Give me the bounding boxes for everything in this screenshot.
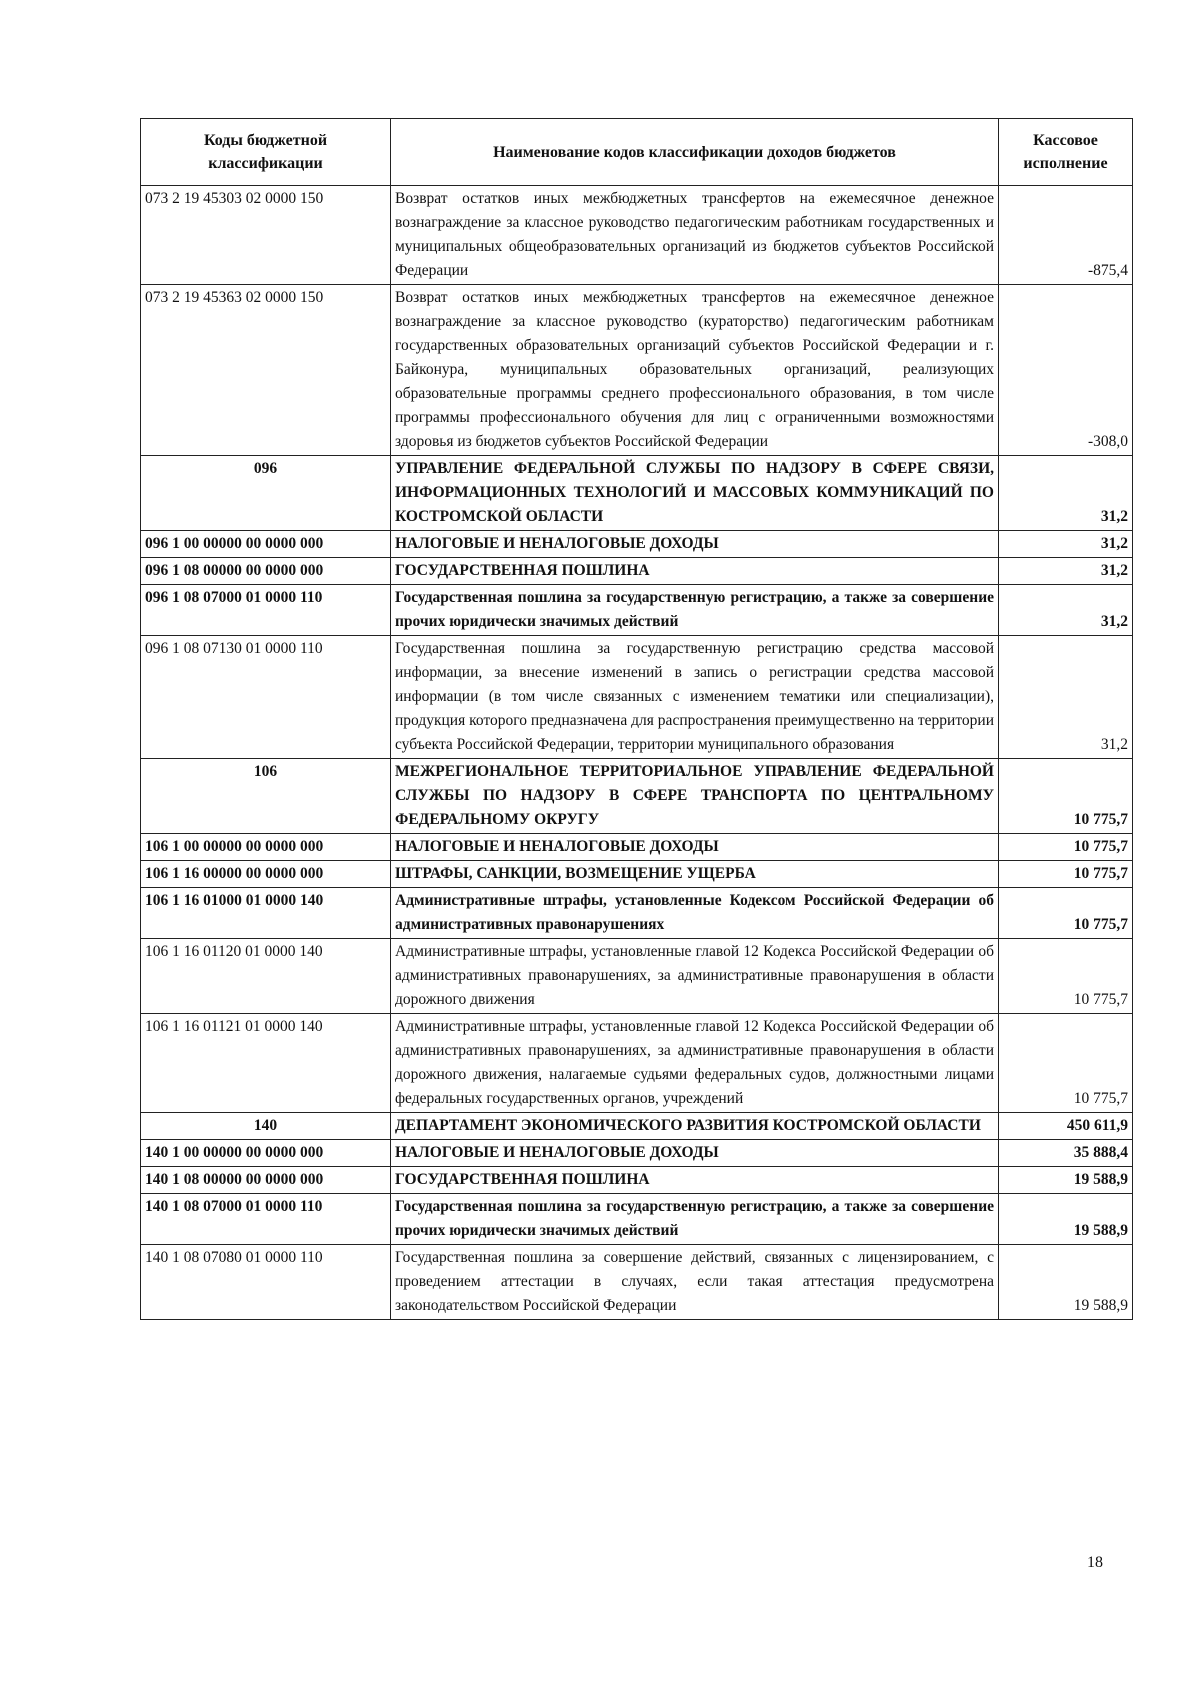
revenue-table (140, 118, 1133, 1320)
agency-row (141, 759, 1133, 834)
row-amount: 19 588,9 (999, 1194, 1133, 1245)
row-code: 140 1 00 00000 00 0000 000 (141, 1140, 391, 1167)
table-row (141, 186, 1133, 285)
row-amount: 31,2 (999, 558, 1133, 585)
row-name: Возврат остатков иных межбюджетных трансфертов на ежемесячное денежное вознаграждение за классное руководство (кураторство) педагогическим работникам государственных образовательных организаций субъектов Российской Федерации и г. Байконура, муниципальных образовательных организаций, реализующих образовательные программы среднего профессионального образования, в том числе программы профессионального обучения для лиц с ограниченными возможностями здоровья из бюджетов субъектов Российской Федерации (391, 285, 999, 456)
table-row (141, 888, 1133, 939)
row-name: Административные штрафы, установленные главой 12 Кодекса Российской Федерации об административных правонарушениях, за административные правонарушения в области дорожного движения (391, 939, 999, 1014)
row-amount: 10 775,7 (999, 939, 1133, 1014)
row-name: ШТРАФЫ, САНКЦИИ, ВОЗМЕЩЕНИЕ УЩЕРБА (391, 861, 999, 888)
table-row (141, 1167, 1133, 1194)
row-amount: 10 775,7 (999, 834, 1133, 861)
page-number: 18 (1087, 1554, 1103, 1571)
row-amount: 35 888,4 (999, 1140, 1133, 1167)
table-row (141, 585, 1133, 636)
table-row (141, 1245, 1133, 1320)
row-name: Государственная пошлина за государственную регистрацию, а также за совершение прочих юридически значимых действий (391, 1194, 999, 1245)
row-amount: 10 775,7 (999, 861, 1133, 888)
table-row (141, 861, 1133, 888)
row-code: 106 1 16 01120 01 0000 140 (141, 939, 391, 1014)
row-code: 106 1 00 00000 00 0000 000 (141, 834, 391, 861)
row-amount: 31,2 (999, 636, 1133, 759)
row-code: 073 2 19 45363 02 0000 150 (141, 285, 391, 456)
agency-amount: 31,2 (999, 456, 1133, 531)
row-name: Возврат остатков иных межбюджетных трансфертов на ежемесячное денежное вознаграждение за классное руководство педагогическим работникам государственных и муниципальных общеобразовательных организаций из бюджетов субъектов Российской Федерации (391, 186, 999, 285)
row-name: Государственная пошлина за государственную регистрацию средства массовой информации, за внесение изменений в запись о регистрации средства массовой информации (в том числе связанных с изменением тематики или специализации), продукция которого предназначена для распространения преимущественно на территории субъекта Российской Федерации, территории муниципального образования (391, 636, 999, 759)
agency-name: УПРАВЛЕНИЕ ФЕДЕРАЛЬНОЙ СЛУЖБЫ ПО НАДЗОРУ В СФЕРЕ СВЯЗИ, ИНФОРМАЦИОННЫХ ТЕХНОЛОГИЙ И МАССОВЫХ КОММУНИКАЦИЙ ПО КОСТРОМСКОЙ ОБЛАСТИ (391, 456, 999, 531)
row-amount: 19 588,9 (999, 1167, 1133, 1194)
row-name: Государственная пошлина за совершение действий, связанных с лицензированием, с проведением аттестации в случаях, если такая аттестация предусмотрена законодательством Российской Федерации (391, 1245, 999, 1320)
agency-code: 140 (141, 1113, 391, 1140)
table-row (141, 558, 1133, 585)
row-code: 140 1 08 07080 01 0000 110 (141, 1245, 391, 1320)
row-code: 106 1 16 00000 00 0000 000 (141, 861, 391, 888)
row-code: 140 1 08 07000 01 0000 110 (141, 1194, 391, 1245)
header-code: Коды бюджетной классификации (141, 119, 391, 186)
row-name: Государственная пошлина за государственную регистрацию, а также за совершение прочих юридически значимых действий (391, 585, 999, 636)
row-amount: 19 588,9 (999, 1245, 1133, 1320)
row-amount: -875,4 (999, 186, 1133, 285)
row-name: Административные штрафы, установленные главой 12 Кодекса Российской Федерации об административных правонарушениях, за административные правонарушения в области дорожного движения, налагаемые судьями федеральных судов, должностными лицами федеральных государственных органов, учреждений (391, 1014, 999, 1113)
row-amount: 10 775,7 (999, 888, 1133, 939)
row-name: ГОСУДАРСТВЕННАЯ ПОШЛИНА (391, 1167, 999, 1194)
agency-row (141, 456, 1133, 531)
agency-code: 096 (141, 456, 391, 531)
row-name: Административные штрафы, установленные Кодексом Российской Федерации об административных правонарушениях (391, 888, 999, 939)
table-row (141, 939, 1133, 1014)
row-amount: 31,2 (999, 531, 1133, 558)
header-name: Наименование кодов классификации доходов бюджетов (391, 119, 999, 186)
row-amount: 10 775,7 (999, 1014, 1133, 1113)
table-row (141, 1014, 1133, 1113)
row-amount: 31,2 (999, 585, 1133, 636)
header-amount: Кассовое исполнение (999, 119, 1133, 186)
agency-amount: 450 611,9 (999, 1113, 1133, 1140)
row-code: 096 1 00 00000 00 0000 000 (141, 531, 391, 558)
table-row (141, 1194, 1133, 1245)
row-code: 106 1 16 01000 01 0000 140 (141, 888, 391, 939)
agency-code: 106 (141, 759, 391, 834)
agency-row (141, 1113, 1133, 1140)
table-row (141, 1140, 1133, 1167)
row-code: 096 1 08 07130 01 0000 110 (141, 636, 391, 759)
table-header-row (141, 119, 1133, 186)
table-row (141, 636, 1133, 759)
agency-name: МЕЖРЕГИОНАЛЬНОЕ ТЕРРИТОРИАЛЬНОЕ УПРАВЛЕНИЕ ФЕДЕРАЛЬНОЙ СЛУЖБЫ ПО НАДЗОРУ В СФЕРЕ ТРАНСПОРТА ПО ЦЕНТРАЛЬНОМУ ФЕДЕРАЛЬНОМУ ОКРУГУ (391, 759, 999, 834)
row-name: НАЛОГОВЫЕ И НЕНАЛОГОВЫЕ ДОХОДЫ (391, 531, 999, 558)
row-code: 096 1 08 07000 01 0000 110 (141, 585, 391, 636)
row-name: НАЛОГОВЫЕ И НЕНАЛОГОВЫЕ ДОХОДЫ (391, 834, 999, 861)
table-row (141, 285, 1133, 456)
table-row (141, 834, 1133, 861)
row-name: ГОСУДАРСТВЕННАЯ ПОШЛИНА (391, 558, 999, 585)
row-name: НАЛОГОВЫЕ И НЕНАЛОГОВЫЕ ДОХОДЫ (391, 1140, 999, 1167)
agency-amount: 10 775,7 (999, 759, 1133, 834)
row-code: 073 2 19 45303 02 0000 150 (141, 186, 391, 285)
row-code: 096 1 08 00000 00 0000 000 (141, 558, 391, 585)
agency-name: ДЕПАРТАМЕНТ ЭКОНОМИЧЕСКОГО РАЗВИТИЯ КОСТРОМСКОЙ ОБЛАСТИ (391, 1113, 999, 1140)
row-amount: -308,0 (999, 285, 1133, 456)
row-code: 106 1 16 01121 01 0000 140 (141, 1014, 391, 1113)
table-row (141, 531, 1133, 558)
row-code: 140 1 08 00000 00 0000 000 (141, 1167, 391, 1194)
